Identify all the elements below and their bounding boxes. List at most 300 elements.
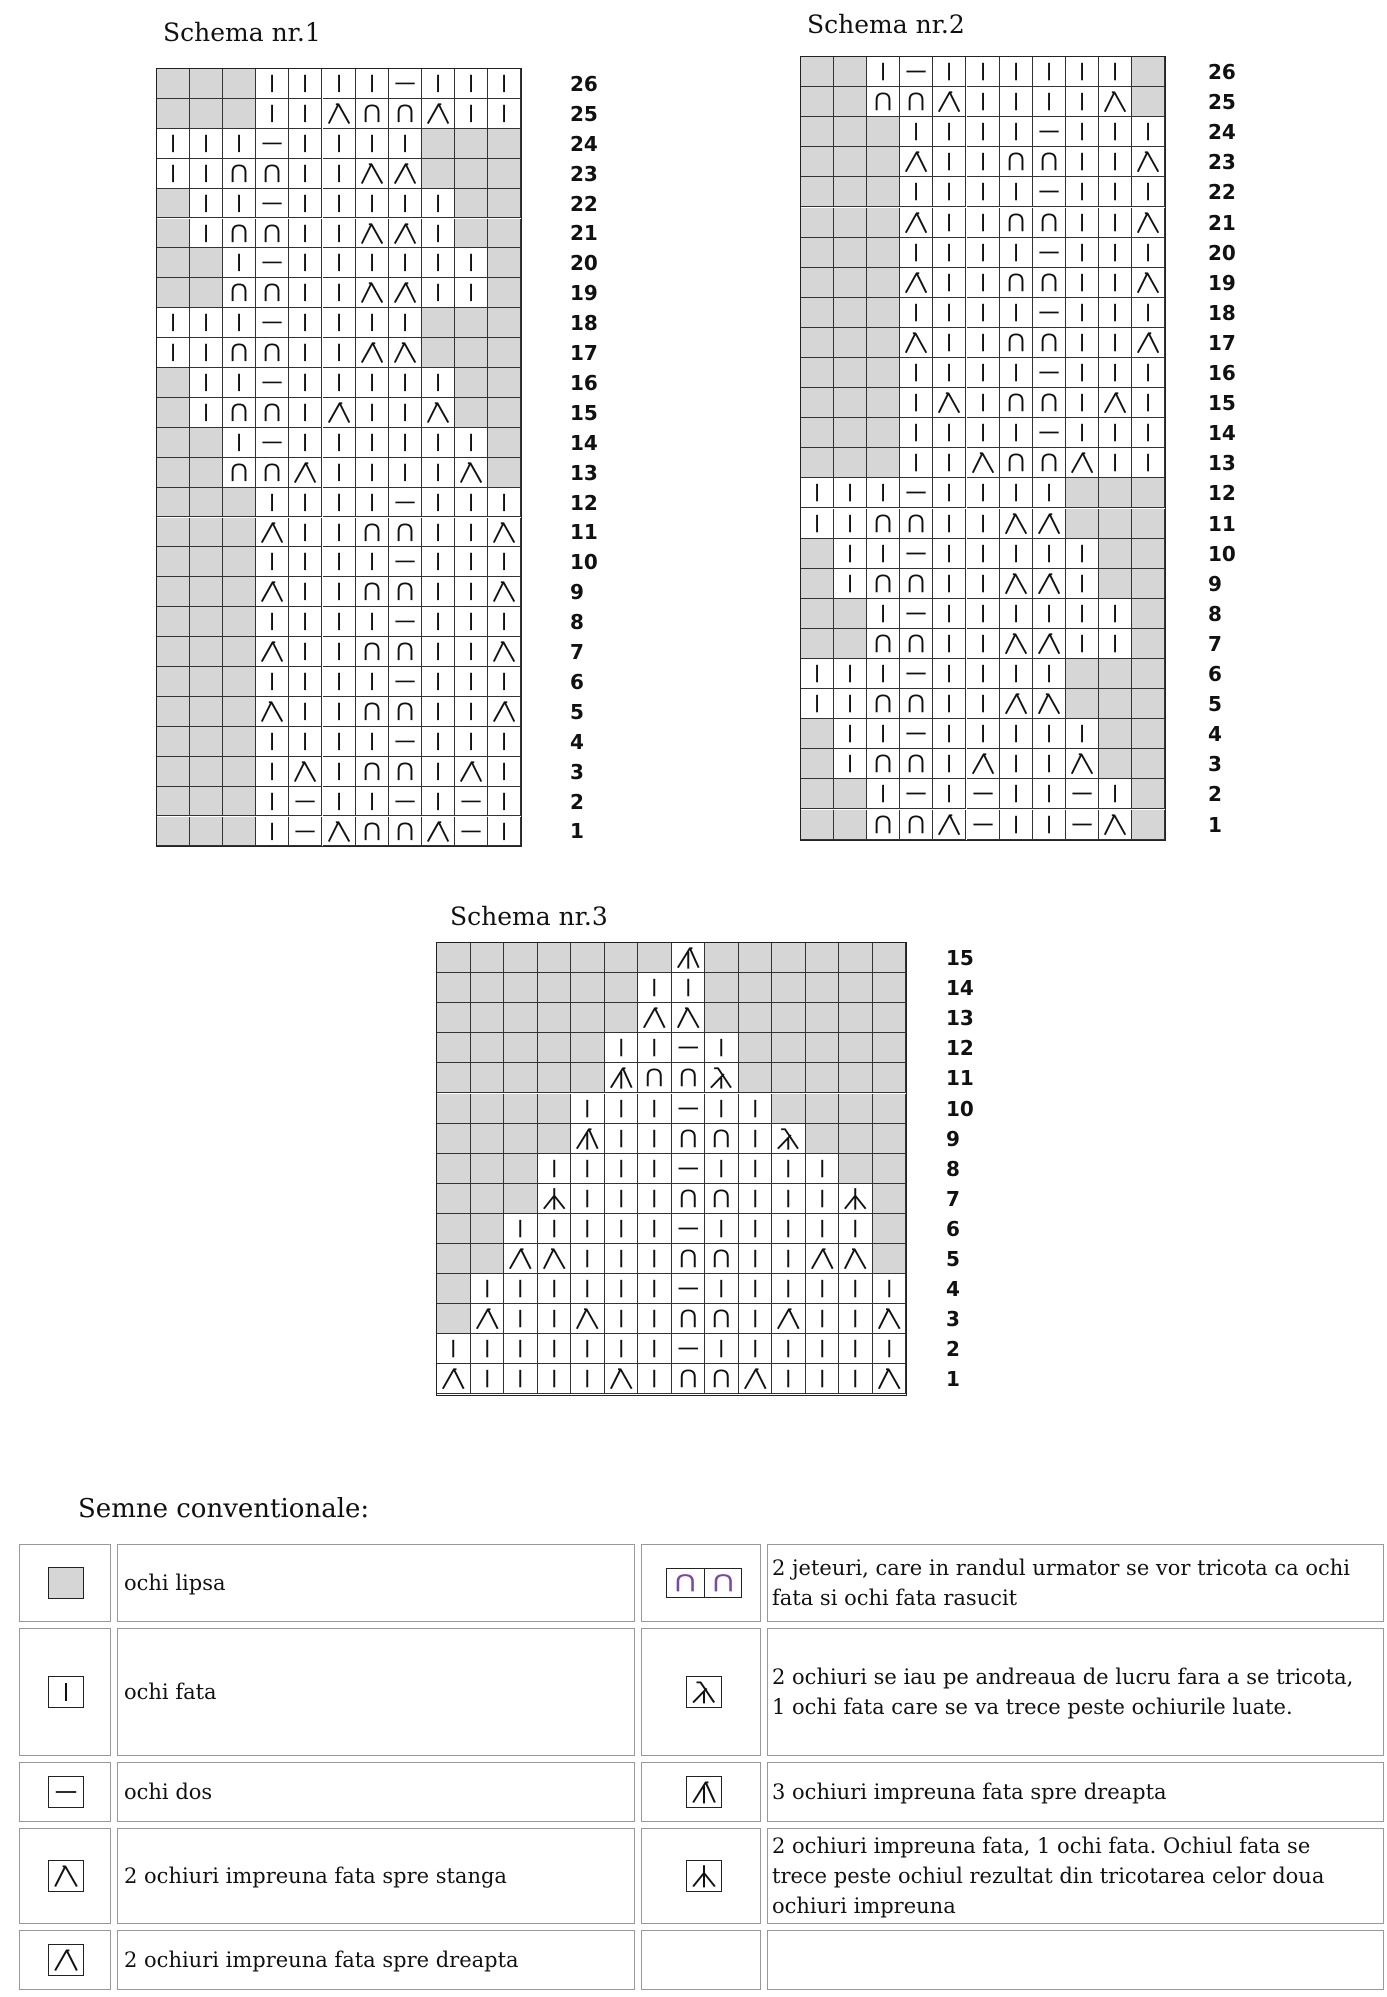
knit-stitch [1066,328,1099,358]
knit-stitch [933,689,966,719]
knit-stitch [739,1334,773,1364]
empty-stitch-cell [223,697,256,727]
knit-stitch [422,219,455,249]
two-together-left-icon [389,338,422,368]
knit-stitch [571,1334,605,1364]
empty-stitch-cell [772,973,806,1003]
empty-stitch-cell [834,147,867,177]
purl-stitch [256,129,289,159]
knit-stitch [739,1244,773,1274]
empty-stitch-cell [223,547,256,577]
knit-stitch [806,1274,840,1304]
knit-stitch [1132,388,1165,418]
row-number: 9 [570,580,584,605]
knit-stitch [772,1214,806,1244]
empty-stitch-cell [538,1033,572,1063]
empty-stitch-cell [806,1003,840,1033]
knit-stitch [867,57,900,87]
row-number: 26 [1208,60,1236,85]
knit-stitch [1099,599,1132,629]
empty-stitch-cell [839,1154,873,1184]
knit-stitch [289,159,322,189]
row-number: 3 [946,1307,960,1332]
knit-stitch [867,779,900,809]
empty-stitch-cell [834,448,867,478]
knit-stitch [638,1154,672,1184]
row-number: 2 [570,789,584,814]
empty-stitch-cell [437,1184,471,1214]
knit-stitch [1099,117,1132,147]
empty-stitch-cell [190,697,223,727]
purl-stitch [967,779,1000,809]
empty-stitch-cell [455,308,488,338]
row-number: 7 [946,1186,960,1211]
row-number: 6 [570,669,584,694]
knit-stitch [223,368,256,398]
knit-stitch [638,1244,672,1274]
knit-stitch [900,238,933,268]
empty-stitch-cell [739,1003,773,1033]
two-together-right-icon [772,1304,806,1334]
empty-stitch-cell [157,697,190,727]
empty-stitch-cell [488,428,521,458]
two-together-right-icon [389,159,422,189]
empty-stitch-cell [739,1033,773,1063]
empty-stitch-cell [834,238,867,268]
knit-stitch [488,607,521,637]
knit-stitch [638,1094,672,1124]
knit-stitch [801,659,834,689]
knit-stitch [389,248,422,278]
empty-stitch-cell [739,973,773,1003]
yarnover-arch [705,1364,739,1394]
empty-stitch-cell [801,388,834,418]
yarnover-arch [672,1304,706,1334]
empty-stitch-cell [873,1214,907,1244]
empty-stitch-cell [867,448,900,478]
knit-stitch [933,539,966,569]
empty-stitch-cell [422,159,455,189]
empty-stitch-cell [488,458,521,488]
two-together-right-icon [806,1244,840,1274]
yarnover-arch [1000,208,1033,238]
purl-stitch [1033,177,1066,207]
row-number: 11 [946,1066,974,1091]
row-number: 26 [570,71,598,96]
chart-grid [436,942,907,1396]
empty-stitch-cell [801,719,834,749]
knit-stitch [933,629,966,659]
yarnover-arch [1000,448,1033,478]
two-together-right-icon [1000,689,1033,719]
empty-stitch-cell [157,189,190,219]
two-together-right-icon [504,1244,538,1274]
legend-symbol-cell [641,1930,761,1990]
yarnover-arch [1033,268,1066,298]
row-number: 17 [1208,330,1236,355]
knit-stitch [471,1334,505,1364]
knit-stitch [1000,599,1033,629]
legend-description: 2 ochiuri se iau pe andreaua de lucru fara a se tricota, 1 ochi fata care se va trece peste ochiurile luate. [772,1665,1354,1719]
knit-stitch [834,719,867,749]
empty-stitch-cell [437,973,471,1003]
empty-stitch-cell [801,418,834,448]
legend-description: 2 ochiuri impreuna fata spre dreapta [124,1948,519,1972]
row-number: 16 [570,370,598,395]
two-together-left-icon [900,328,933,358]
knit-stitch [488,727,521,757]
empty-stitch-cell [873,1063,907,1093]
yarnover-arch [256,398,289,428]
knit-stitch [967,117,1000,147]
knit-stitch [705,1033,739,1063]
yarnover-arch [638,1063,672,1093]
empty-stitch-cell [1132,779,1165,809]
knit-stitch [967,298,1000,328]
yarnover-arch [389,757,422,787]
empty-stitch-cell [157,398,190,428]
yarnover-arch [900,749,933,779]
row-number: 4 [1208,722,1222,747]
knit-stitch [289,518,322,548]
knit-stitch [1033,749,1066,779]
knit-stitch [256,547,289,577]
knit-stitch [356,607,389,637]
yarnover-arch [223,219,256,249]
knit-stitch [422,368,455,398]
knit-stitch [739,1214,773,1244]
knit-stitch [323,577,356,607]
empty-stitch-cell [488,219,521,249]
knit-stitch [806,1214,840,1244]
purl-stitch [900,57,933,87]
knit-stitch [356,547,389,577]
three-together-right-icon [571,1124,605,1154]
empty-stitch-cell [834,177,867,207]
two-together-right-icon [933,87,966,117]
knit-stitch [323,697,356,727]
knit-stitch [873,1334,907,1364]
yarnover-arch [1000,268,1033,298]
empty-stitch-cell [157,817,190,847]
knit-stitch [605,1094,639,1124]
knit-stitch [605,1244,639,1274]
purl-stitch [967,810,1000,840]
empty-stitch-cell [504,1094,538,1124]
knit-stitch [867,719,900,749]
empty-stitch-cell [488,308,521,338]
legend-text-cell [767,1930,1384,1990]
knit-stitch [256,727,289,757]
knit-stitch [933,328,966,358]
knit-stitch [1099,448,1132,478]
knit-stitch [967,268,1000,298]
empty-stitch-cell [834,298,867,328]
empty-stitch-cell [1066,689,1099,719]
empty-stitch-cell [223,727,256,757]
knit-stitch [389,189,422,219]
knit-stitch [867,599,900,629]
knit-stitch [1099,298,1132,328]
empty-stitch-cell [190,757,223,787]
two-together-knit-pass-icon [839,1184,873,1214]
empty-stitch-cell [157,637,190,667]
knit-stitch [422,637,455,667]
empty-stitch-cell [190,248,223,278]
two-together-right-icon [933,810,966,840]
yarnover-arch [1033,448,1066,478]
empty-stitch-cell [223,69,256,99]
knit-stitch [323,248,356,278]
row-number: 1 [570,819,584,844]
row-number: 18 [1208,300,1236,325]
knit-stitch [488,547,521,577]
knit-stitch [1033,478,1066,508]
purl-stitch [900,659,933,689]
knit-stitch [289,607,322,637]
knit-stitch [323,637,356,667]
knit-stitch [1000,177,1033,207]
empty-stitch-cell [834,268,867,298]
knit-stitch [323,458,356,488]
empty-stitch-cell [504,943,538,973]
knit-stitch [289,727,322,757]
two-together-right-icon [739,1364,773,1394]
knit-stitch [223,129,256,159]
purl-stitch [672,1094,706,1124]
row-number: 1 [1208,812,1222,837]
knit-stitch [323,488,356,518]
purl-stitch [1066,779,1099,809]
knit-stitch [471,1274,505,1304]
yarnover-arch [1033,147,1066,177]
empty-stitch-cell [190,667,223,697]
empty-stitch-cell [223,817,256,847]
empty-stitch-cell [504,973,538,1003]
knit-stitch [190,308,223,338]
yarnover-arch [256,338,289,368]
row-number: 4 [570,729,584,754]
empty-stitch-cell [538,943,572,973]
empty-stitch-cell [190,637,223,667]
knit-stitch [256,99,289,129]
yarnover-arch [1000,328,1033,358]
yarnover-arch [223,278,256,308]
knit-stitch [190,159,223,189]
knit-stitch [933,358,966,388]
knit-stitch [571,1214,605,1244]
two-together-left-icon [1000,509,1033,539]
empty-stitch-cell [471,1154,505,1184]
purl-stitch [1033,418,1066,448]
knit-stitch [488,757,521,787]
empty-stitch-cell [223,577,256,607]
empty-stitch-cell [867,328,900,358]
knit-stitch [488,488,521,518]
two-together-left-icon [323,99,356,129]
empty-stitch-cell [157,219,190,249]
two-together-left-icon [605,1364,639,1394]
two-together-right-icon [1033,629,1066,659]
row-number: 6 [946,1216,960,1241]
empty-stitch-cell [157,248,190,278]
knit-stitch [356,488,389,518]
three-together-right-icon [686,1776,722,1808]
row-number: 10 [946,1096,974,1121]
legend-table [16,1544,1387,1992]
two-together-right-icon [437,1364,471,1394]
knit-stitch [672,973,706,1003]
empty-stitch-cell [834,328,867,358]
empty-stitch-cell [1099,719,1132,749]
empty-stitch-cell [437,1304,471,1334]
knit-stitch [967,358,1000,388]
empty-stitch-cell [157,727,190,757]
empty-stitch-cell [223,757,256,787]
two-together-left-icon [672,1003,706,1033]
empty-stitch-cell [806,943,840,973]
knit-stitch [967,509,1000,539]
row-number: 6 [1208,662,1222,687]
two-together-right-icon [1033,509,1066,539]
two-together-right-icon [900,147,933,177]
two-together-left-icon [538,1244,572,1274]
knit-stitch [638,1184,672,1214]
knit-stitch [638,1124,672,1154]
knit-stitch [967,87,1000,117]
knit-stitch [455,248,488,278]
two-together-knit-pass-icon [686,1860,722,1892]
knit-stitch [1066,599,1099,629]
yarnover-arch [867,569,900,599]
knit-stitch [190,398,223,428]
empty-stitch-cell [801,539,834,569]
knit-stitch [289,398,322,428]
knit-stitch [157,338,190,368]
knit-stitch [389,428,422,458]
yarnover-arch [1033,208,1066,238]
row-number: 8 [1208,601,1222,626]
two-together-left-icon [488,637,521,667]
empty-stitch-cell [867,388,900,418]
two-together-left-icon [48,1860,84,1892]
empty-stitch-cell [1132,689,1165,719]
empty-stitch-cell [867,177,900,207]
empty-stitch-cell [1099,478,1132,508]
yarnover-arch [867,87,900,117]
purl-stitch [672,1334,706,1364]
knit-stitch [967,147,1000,177]
purl-stitch [1066,810,1099,840]
legend-row [16,1762,1387,1822]
yarnover-arch [900,509,933,539]
knit-stitch [289,69,322,99]
row-number: 20 [1208,240,1236,265]
two-together-right-icon [638,1003,672,1033]
knit-stitch [900,448,933,478]
empty-stitch-cell [488,278,521,308]
empty-stitch-cell [839,1063,873,1093]
knit-stitch [806,1334,840,1364]
knit-stitch [1066,87,1099,117]
knit-stitch [356,368,389,398]
empty-stitch-cell [839,1033,873,1063]
purl-stitch [389,488,422,518]
knit-stitch [1066,208,1099,238]
empty-stitch-cell [1099,569,1132,599]
empty-stitch-cell [873,1094,907,1124]
two-together-left-icon [839,1244,873,1274]
empty-stitch-cell [504,1063,538,1093]
knit-stitch [933,569,966,599]
knit-stitch [739,1154,773,1184]
knit-stitch [739,1304,773,1334]
empty-stitch-cell [455,219,488,249]
knit-stitch [455,547,488,577]
knit-stitch [967,629,1000,659]
knit-stitch [1066,298,1099,328]
knit-stitch [967,208,1000,238]
empty-stitch-cell [839,973,873,1003]
knit-stitch [289,428,322,458]
yarnover-arch [223,338,256,368]
empty-stitch-cell [834,208,867,238]
empty-stitch-cell [190,817,223,847]
knit-stitch [867,659,900,689]
knit-stitch [900,418,933,448]
knit-stitch [356,727,389,757]
knit-stitch [1000,238,1033,268]
yarnover-arch [256,159,289,189]
knit-stitch [323,547,356,577]
knit-stitch [1132,238,1165,268]
knit-stitch [455,607,488,637]
chart-title: Schema nr.3 [450,902,608,931]
empty-stitch-cell [223,667,256,697]
knit-stitch [1066,268,1099,298]
row-number: 21 [570,221,598,246]
knit-stitch [422,727,455,757]
knit-stitch [605,1033,639,1063]
legend-row [16,1628,1387,1756]
knit-stitch [772,1364,806,1394]
empty-stitch-cell [157,577,190,607]
purl-stitch [1033,238,1066,268]
slip-two-pass-over-icon [705,1063,739,1093]
empty-stitch-cell [1099,659,1132,689]
yarnover-arch [389,99,422,129]
knit-stitch [834,659,867,689]
empty-stitch-cell [705,973,739,1003]
empty-stitch-cell [801,268,834,298]
empty-stitch-cell [437,1094,471,1124]
knit-stitch [504,1364,538,1394]
two-together-right-icon [422,817,455,847]
empty-stitch-cell [488,189,521,219]
knit-stitch [1099,208,1132,238]
knit-stitch [933,418,966,448]
knit-stitch [256,69,289,99]
two-together-left-icon [356,219,389,249]
knit-stitch [437,1334,471,1364]
knit-stitch [256,757,289,787]
yarnover-arch [223,159,256,189]
two-together-left-icon [1066,749,1099,779]
two-together-left-icon [1000,569,1033,599]
knit-stitch [389,129,422,159]
row-number: 13 [1208,451,1236,476]
two-together-right-icon [256,637,289,667]
